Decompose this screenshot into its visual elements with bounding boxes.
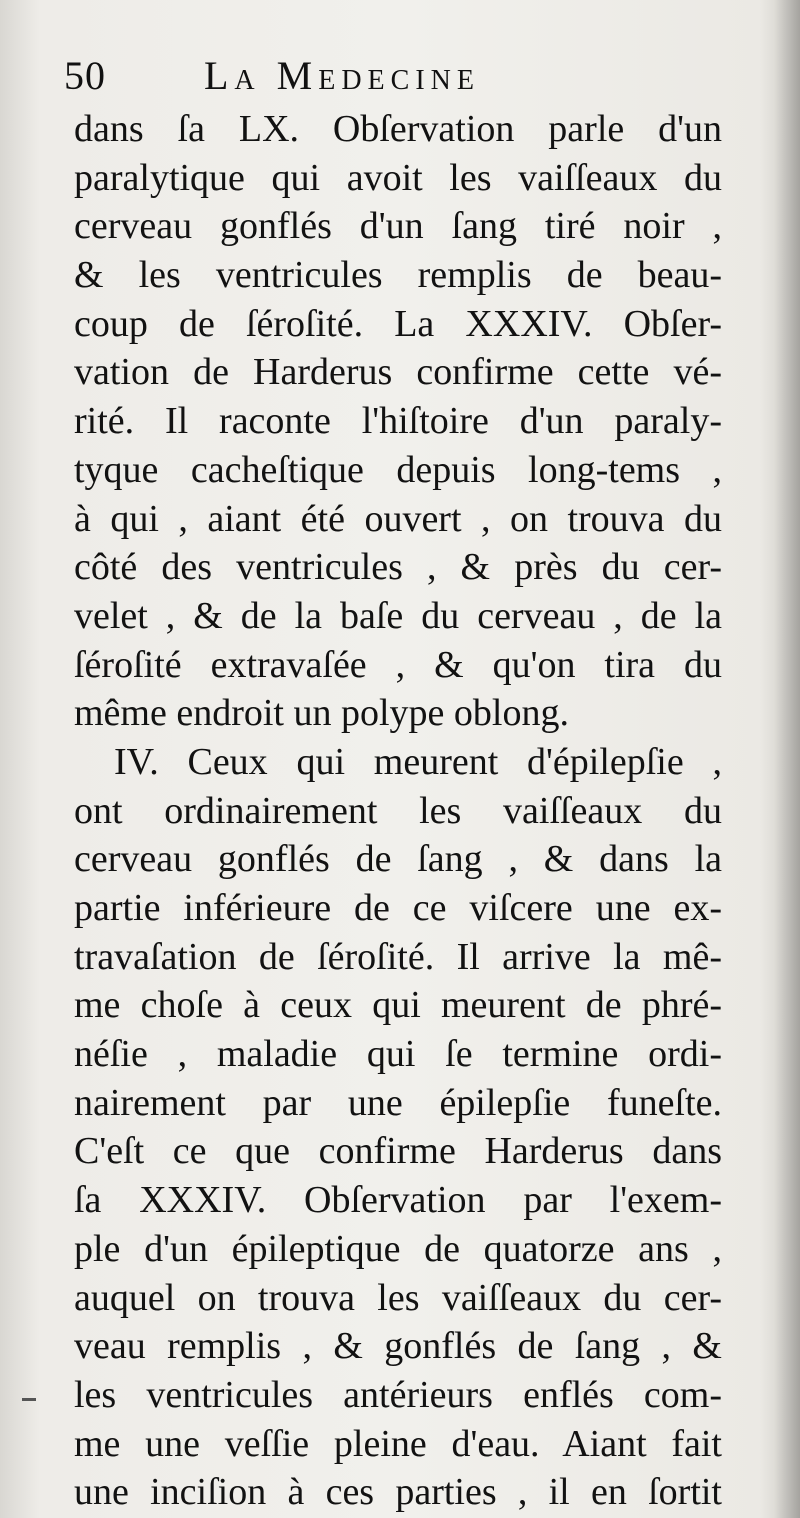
page-number: 50 xyxy=(64,53,106,98)
text-line: ſa XXXIV. Obſervation par l'exem- xyxy=(74,1179,722,1222)
text-line: paralytique qui avoit les vaiſſeaux du xyxy=(74,156,722,199)
page-edge-shadow xyxy=(774,0,800,1518)
text-line: à qui , aiant été ouvert , on trouva du xyxy=(74,497,722,540)
text-line: veau remplis , & gonflés de ſang , & xyxy=(74,1325,722,1368)
text-line: côté des ventricules , & près du cer- xyxy=(74,546,722,589)
text-line: néſie , maladie qui ſe termine ordi- xyxy=(74,1033,722,1076)
text-line: cerveau gonflés d'un ſang tiré noir , xyxy=(74,205,722,248)
text-line: même endroit un polype oblong. xyxy=(74,692,569,735)
margin-mark xyxy=(22,1398,36,1401)
text-line: travaſation de ſéroſité. Il arrive la mê- xyxy=(74,935,722,978)
text-line: nairement par une épilepſie funeſte. xyxy=(74,1081,722,1124)
running-title: La Medecine xyxy=(204,53,480,98)
text-line: me choſe à ceux qui meurent de phré- xyxy=(74,984,722,1027)
text-line: & les ventricules remplis de beau- xyxy=(74,254,722,297)
text-line: IV. Ceux qui meurent d'épilepſie , xyxy=(114,740,722,783)
body-text xyxy=(74,105,722,1517)
text-line: tyque cacheſtique depuis long-tems , xyxy=(74,448,722,491)
text-line: dans ſa LX. Obſervation parle d'un xyxy=(74,108,722,150)
text-line: une inciſion à ces parties , il en ſortit xyxy=(74,1471,722,1514)
text-line: ple d'un épileptique de quatorze ans , xyxy=(74,1227,722,1270)
text-line: rité. Il raconte l'hiſtoire d'un paraly- xyxy=(74,400,722,443)
text-line: ont ordinairement les vaiſſeaux du xyxy=(74,789,722,832)
text-line: C'eſt ce que confirme Harderus dans xyxy=(74,1130,722,1173)
text-line: vation de Harderus confirme cette vé- xyxy=(74,351,722,394)
text-line: cerveau gonflés de ſang , & dans la xyxy=(74,838,722,881)
text-line: me une veſſie pleine d'eau. Aiant fait xyxy=(74,1422,722,1465)
text-line: partie inférieure de ce viſcere une ex- xyxy=(74,887,722,929)
text-line: velet , & de la baſe du cerveau , de la xyxy=(74,594,722,637)
running-head xyxy=(64,52,764,108)
text-line: ſéroſité extravaſée , & qu'on tira du xyxy=(74,643,722,686)
text-line: les ventricules antérieurs enflés com- xyxy=(74,1373,722,1416)
text-line: auquel on trouva les vaiſſeaux du cer- xyxy=(74,1276,722,1319)
text-line: coup de ſéroſité. La XXXIV. Obſer- xyxy=(74,302,722,345)
